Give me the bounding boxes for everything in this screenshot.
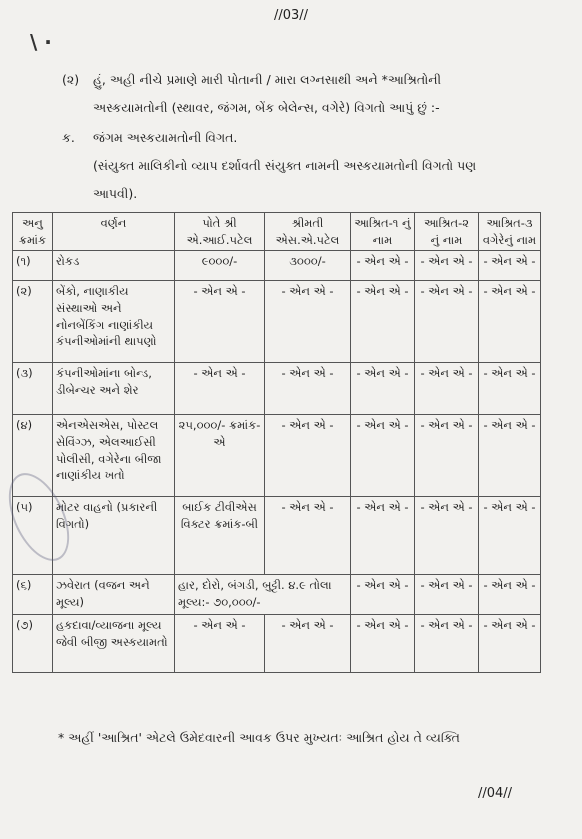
intro-line-2: અસ્કયામતોની (સ્થાવર, જંગમ, બેંક બેલેન્સ, વગેરે) વિગતો આપું છું :- xyxy=(93,100,440,115)
table-row xyxy=(13,281,541,363)
row-spouse-value: ૩૦૦૦/- xyxy=(265,251,351,281)
section-label: ક. xyxy=(62,130,75,145)
row-spouse-value: - એન એ - xyxy=(265,415,351,497)
table-row xyxy=(13,251,541,281)
row-description: હકદાવા/વ્યાજના મૂલ્ય જેવી બીજી અસ્કયામતો xyxy=(53,615,175,673)
row-description: મોટર વાહનો (પ્રકારની વિગતો) xyxy=(53,497,175,575)
row-dependent-1-value: - એન એ - xyxy=(351,251,415,281)
section-note-line-1: (સંયુક્ત માલિકીનો વ્યાપ દર્શાવતી સંયુક્ત નામની અસ્કયામતોની વિગતો પણ xyxy=(93,158,477,173)
row-dependent-3-value: - એન એ - xyxy=(479,363,541,415)
row-description: એનએસએસ, પોસ્ટલ સેવિંગ્ઝ, એલઆઈસી પોલીસી, વગેરેના બીજા નાણાંકીય ખતો xyxy=(53,415,175,497)
row-dependent-3-value: - એન એ - xyxy=(479,497,541,575)
row-self-value: બાઈક ટીવીએસ વિક્ટર ક્રમાંક-બી xyxy=(175,497,265,575)
header-dependent-3: આશ્રિત-૩ વગેરેનું નામ xyxy=(479,213,541,251)
row-description: ઝવેરાત (વજન અને મૂલ્ય) xyxy=(53,575,175,615)
row-number: (૫) xyxy=(13,497,53,575)
row-description: બેંકો, નાણાકીય સંસ્થાઓ અને નોનબેંકિંગ નાણાંકીય કંપનીઓમાંની થાપણો xyxy=(53,281,175,363)
row-spouse-value: - એન એ - xyxy=(265,363,351,415)
row-self-value: ૨૫,૦૦૦/- ક્રમાંક-એ xyxy=(175,415,265,497)
row-dependent-2-value: - એન એ - xyxy=(415,251,479,281)
page-number-top: //03// xyxy=(273,8,309,23)
row-dependent-1-value: - એન એ - xyxy=(351,615,415,673)
row-dependent-3-value: - એન એ - xyxy=(479,575,541,615)
row-spouse-value: - એન એ - xyxy=(265,615,351,673)
assets-table xyxy=(12,212,541,673)
header-serial: અનુ ક્રમાંક xyxy=(13,213,53,251)
intro-number: (૨) xyxy=(62,72,80,87)
row-self-value: - એન એ - xyxy=(175,615,265,673)
row-dependent-3-value: - એન એ - xyxy=(479,251,541,281)
table-row xyxy=(13,615,541,673)
row-jewellery-value: હાર, દોરો, બંગડી, બુટ્ટી. ૪.૯ તોલા મૂલ્ય:- ૭૦,૦૦૦/- xyxy=(175,575,351,615)
row-dependent-2-value: - એન એ - xyxy=(415,615,479,673)
row-description: કંપનીઓમાંના બોન્ડ, ડીબેન્ચર અને શેર xyxy=(53,363,175,415)
row-number: (૬) xyxy=(13,575,53,615)
row-dependent-2-value: - એન એ - xyxy=(415,415,479,497)
intro-line-1: હું, અહી નીચે પ્રમાણે મારી પોતાની / મારા લગ્નસાથી અને *આશ્રિતોની xyxy=(93,72,442,87)
row-number: (૭) xyxy=(13,615,53,673)
row-self-value: - એન એ - xyxy=(175,281,265,363)
row-spouse-value: - એન એ - xyxy=(265,497,351,575)
row-dependent-3-value: - એન એ - xyxy=(479,415,541,497)
row-dependent-2-value: - એન એ - xyxy=(415,363,479,415)
page-number-bottom: //04// xyxy=(478,786,513,801)
header-description: વર્ણન xyxy=(53,213,175,251)
section-note-line-2: આપવી). xyxy=(93,186,138,201)
row-dependent-1-value: - એન એ - xyxy=(351,363,415,415)
row-description: રોકડ xyxy=(53,251,175,281)
section-title: જંગમ અસ્કયામતોની વિગત. xyxy=(93,130,238,145)
table-row xyxy=(13,415,541,497)
row-self-value: ૯૦૦૦/- xyxy=(175,251,265,281)
row-dependent-3-value: - એન એ - xyxy=(479,615,541,673)
row-dependent-1-value: - એન એ - xyxy=(351,281,415,363)
header-dependent-1: આશ્રિત-૧ નું નામ xyxy=(351,213,415,251)
row-number: (૨) xyxy=(13,281,53,363)
row-spouse-value: - એન એ - xyxy=(265,281,351,363)
row-dependent-1-value: - એન એ - xyxy=(351,415,415,497)
row-dependent-2-value: - એન એ - xyxy=(415,497,479,575)
row-dependent-1-value: - એન એ - xyxy=(351,575,415,615)
row-self-value: - એન એ - xyxy=(175,363,265,415)
table-row xyxy=(13,497,541,575)
table-row xyxy=(13,363,541,415)
row-dependent-1-value: - એન એ - xyxy=(351,497,415,575)
header-self: પોતે શ્રી એ.આઈ.પટેલ xyxy=(175,213,265,251)
header-spouse: શ્રીમતી એસ.એ.પટેલ xyxy=(265,213,351,251)
table-header-row xyxy=(13,213,541,251)
row-dependent-3-value: - એન એ - xyxy=(479,281,541,363)
table-row xyxy=(13,575,541,615)
row-number: (૧) xyxy=(13,251,53,281)
header-dependent-2: આશ્રિત-૨ નું નામ xyxy=(415,213,479,251)
row-dependent-2-value: - એન એ - xyxy=(415,575,479,615)
row-number: (૩) xyxy=(13,363,53,415)
row-dependent-2-value: - એન એ - xyxy=(415,281,479,363)
row-number: (૪) xyxy=(13,415,53,497)
corner-mark: \ · xyxy=(30,30,52,54)
footnote: * અહીં 'આશ્રિત' એટલે ઉમેદવારની આવક ઉપર મુખ્યતઃ આશ્રિત હોય તે વ્યક્તિ xyxy=(58,730,460,745)
